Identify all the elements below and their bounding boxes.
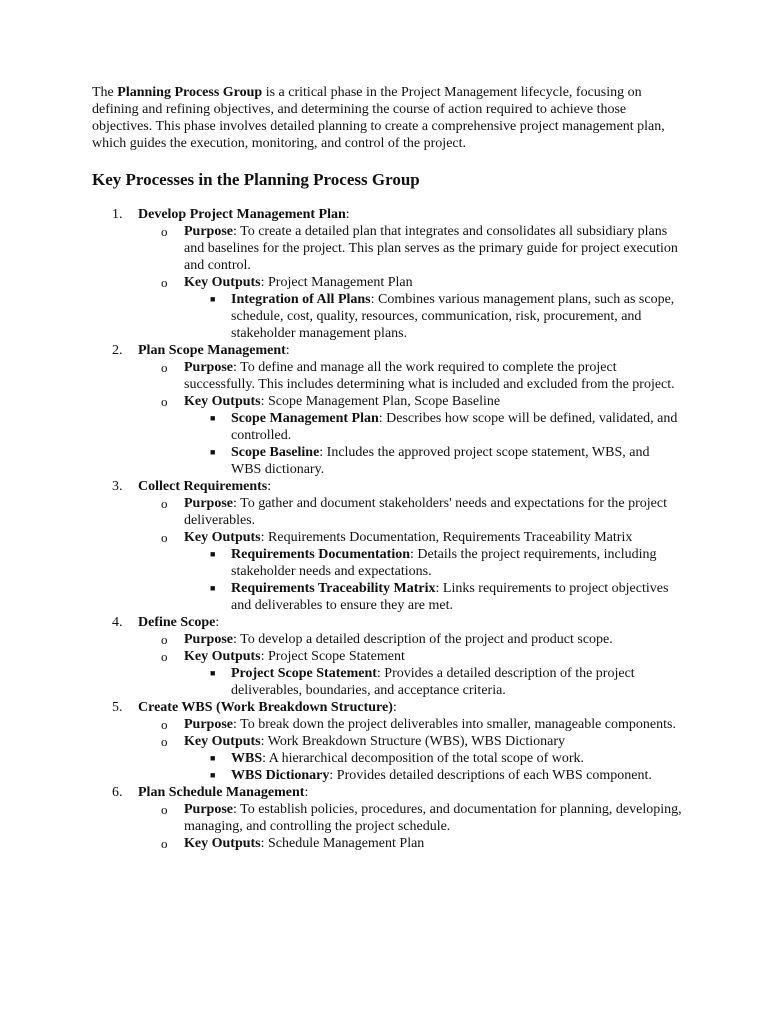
circle-bullet-icon: o [161,632,168,647]
output-detail-list [184,291,682,342]
detail-item [138,529,682,614]
output-label: Requirements Traceability Matrix [231,581,436,596]
circle-bullet-icon: o [161,275,168,290]
intro-text: is a critical phase in the Project Management lifecycle, focusing on defining and refining objectives, and determining the course of action required to achieve those objectives. This phase involves detailed planning to create a comprehensive project management plan, which guides the execution, monitoring, and control of the project. [92,85,665,151]
square-bullet-icon: ■ [210,770,216,780]
output-detail-list [184,750,682,784]
output-item [184,665,682,699]
output-label: Integration of All Plans [231,292,371,307]
detail-text [184,716,682,733]
detail-label: Purpose [184,360,233,375]
process-detail-list [138,223,682,342]
detail-item [138,801,682,835]
intro-lead: The [92,85,118,100]
detail-item [138,716,682,733]
detail-label: Key Outputs [184,275,261,290]
detail-item [138,835,682,852]
output-text [231,767,682,784]
output-text [231,580,682,614]
output-label: Scope Baseline [231,445,320,460]
process-title: Create WBS (Work Breakdown Structure) [138,700,393,715]
process-title: Develop Project Management Plan [138,207,346,222]
intro-paragraph [92,84,682,152]
detail-label: Purpose [184,717,233,732]
output-label: Scope Management Plan [231,411,379,426]
process-title: Plan Schedule Management [138,785,305,800]
process-list [92,206,682,852]
output-item [184,580,682,614]
output-item [184,291,682,342]
detail-item [138,223,682,274]
process-item [92,784,682,852]
output-item [184,546,682,580]
detail-label: Purpose [184,496,233,511]
process-title: Collect Requirements [138,479,268,494]
process-item [92,342,682,478]
detail-body: : To break down the project deliverables into smaller, manageable components. [233,717,676,732]
square-bullet-icon: ■ [210,549,216,559]
detail-label: Key Outputs [184,734,261,749]
detail-text [184,393,682,410]
process-number: 2. [112,343,123,358]
square-bullet-icon: ■ [210,668,216,678]
detail-text [184,223,682,274]
circle-bullet-icon: o [161,836,168,851]
process-detail-list [138,631,682,699]
square-bullet-icon: ■ [210,447,216,457]
process-heading: Define Scope: [138,615,220,630]
output-item [184,444,682,478]
process-item [92,206,682,342]
output-text [231,665,682,699]
process-heading: Plan Scope Management: [138,343,290,358]
process-heading: Plan Schedule Management: [138,785,309,800]
output-body: : Links requirements to project objectives and deliverables to ensure they are met. [231,581,669,613]
detail-item [138,733,682,784]
process-item [92,614,682,699]
output-body: : Combines various management plans, such as scope, schedule, cost, quality, resources, communication, risk, procurement, and stakeholder management plans. [231,292,675,341]
process-item [92,699,682,784]
process-heading: Collect Requirements: [138,479,272,494]
detail-body: : Project Scope Statement [260,649,405,664]
circle-bullet-icon: o [161,394,168,409]
detail-label: Purpose [184,802,233,817]
detail-body: : Work Breakdown Structure (WBS), WBS Dictionary [260,734,565,749]
detail-item [138,631,682,648]
process-number: 3. [112,479,123,494]
circle-bullet-icon: o [161,717,168,732]
circle-bullet-icon: o [161,530,168,545]
detail-text [184,359,682,393]
process-number: 5. [112,700,123,715]
detail-text [184,529,682,546]
detail-label: Purpose [184,224,233,239]
square-bullet-icon: ■ [210,583,216,593]
output-item [184,750,682,767]
square-bullet-icon: ■ [210,753,216,763]
detail-item [138,648,682,699]
detail-label: Key Outputs [184,836,261,851]
detail-body: : Schedule Management Plan [260,836,425,851]
process-detail-list [138,716,682,784]
output-label: Requirements Documentation [231,547,411,562]
output-item [184,767,682,784]
section-heading: Key Processes in the Planning Process Group [92,170,420,189]
detail-body: : To create a detailed plan that integrates and consolidates all subsidiary plans and baselines for the project. This plan serves as the primary guide for project execution and control. [184,224,678,273]
detail-body: : Requirements Documentation, Requirements Traceability Matrix [260,530,633,545]
circle-bullet-icon: o [161,734,168,749]
process-detail-list [138,801,682,852]
output-detail-list [184,546,682,614]
circle-bullet-icon: o [161,224,168,239]
process-detail-list [138,495,682,614]
circle-bullet-icon: o [161,649,168,664]
detail-text [184,631,682,648]
output-text [231,291,682,342]
square-bullet-icon: ■ [210,294,216,304]
detail-body: : To establish policies, procedures, and documentation for planning, developing, managing, and controlling the project schedule. [184,802,682,834]
detail-text [184,495,682,529]
detail-body: : To develop a detailed description of the project and product scope. [233,632,613,647]
output-body: : Provides detailed descriptions of each WBS component. [329,768,652,783]
process-number: 4. [112,615,123,630]
detail-text [184,274,682,291]
detail-body: : Project Management Plan [260,275,413,290]
process-heading: Develop Project Management Plan: [138,207,350,222]
circle-bullet-icon: o [161,802,168,817]
square-bullet-icon: ■ [210,413,216,423]
detail-item [138,495,682,529]
detail-text [184,801,682,835]
process-item [92,478,682,614]
output-label: WBS Dictionary [231,768,330,783]
detail-item [138,274,682,342]
process-title: Define Scope [138,615,216,630]
document-page [92,84,682,852]
process-title: Plan Scope Management [138,343,286,358]
output-text [231,546,682,580]
detail-label: Key Outputs [184,394,261,409]
process-heading: Create WBS (Work Breakdown Structure): [138,700,397,715]
output-detail-list [184,665,682,699]
process-detail-list [138,359,682,478]
output-body: : Provides a detailed description of the project deliverables, boundaries, and acceptance criteria. [231,666,635,698]
output-label: WBS [231,751,263,766]
detail-item [138,393,682,478]
process-number: 1. [112,207,123,222]
detail-text [184,733,682,750]
process-number: 6. [112,785,123,800]
output-body: : Details the project requirements, including stakeholder needs and expectations. [231,547,657,579]
output-body: : A hierarchical decomposition of the total scope of work. [262,751,585,766]
output-body: : Includes the approved project scope statement, WBS, and WBS dictionary. [231,445,650,477]
detail-label: Key Outputs [184,649,261,664]
detail-text [184,648,682,665]
output-text [231,750,682,767]
output-text [231,410,682,444]
output-detail-list [184,410,682,478]
detail-text [184,835,682,852]
intro-bold-term: Planning Process Group [117,85,263,100]
detail-body: : To define and manage all the work required to complete the project successfully. This includes determining what is included and excluded from the project. [184,360,675,392]
output-label: Project Scope Statement [231,666,377,681]
detail-label: Purpose [184,632,233,647]
detail-body: : To gather and document stakeholders' needs and expectations for the project deliverables. [184,496,667,528]
output-item [184,410,682,444]
circle-bullet-icon: o [161,360,168,375]
detail-item [138,359,682,393]
circle-bullet-icon: o [161,496,168,511]
output-body: : Describes how scope will be defined, validated, and controlled. [231,411,678,443]
detail-body: : Scope Management Plan, Scope Baseline [260,394,501,409]
detail-label: Key Outputs [184,530,261,545]
output-text [231,444,682,478]
